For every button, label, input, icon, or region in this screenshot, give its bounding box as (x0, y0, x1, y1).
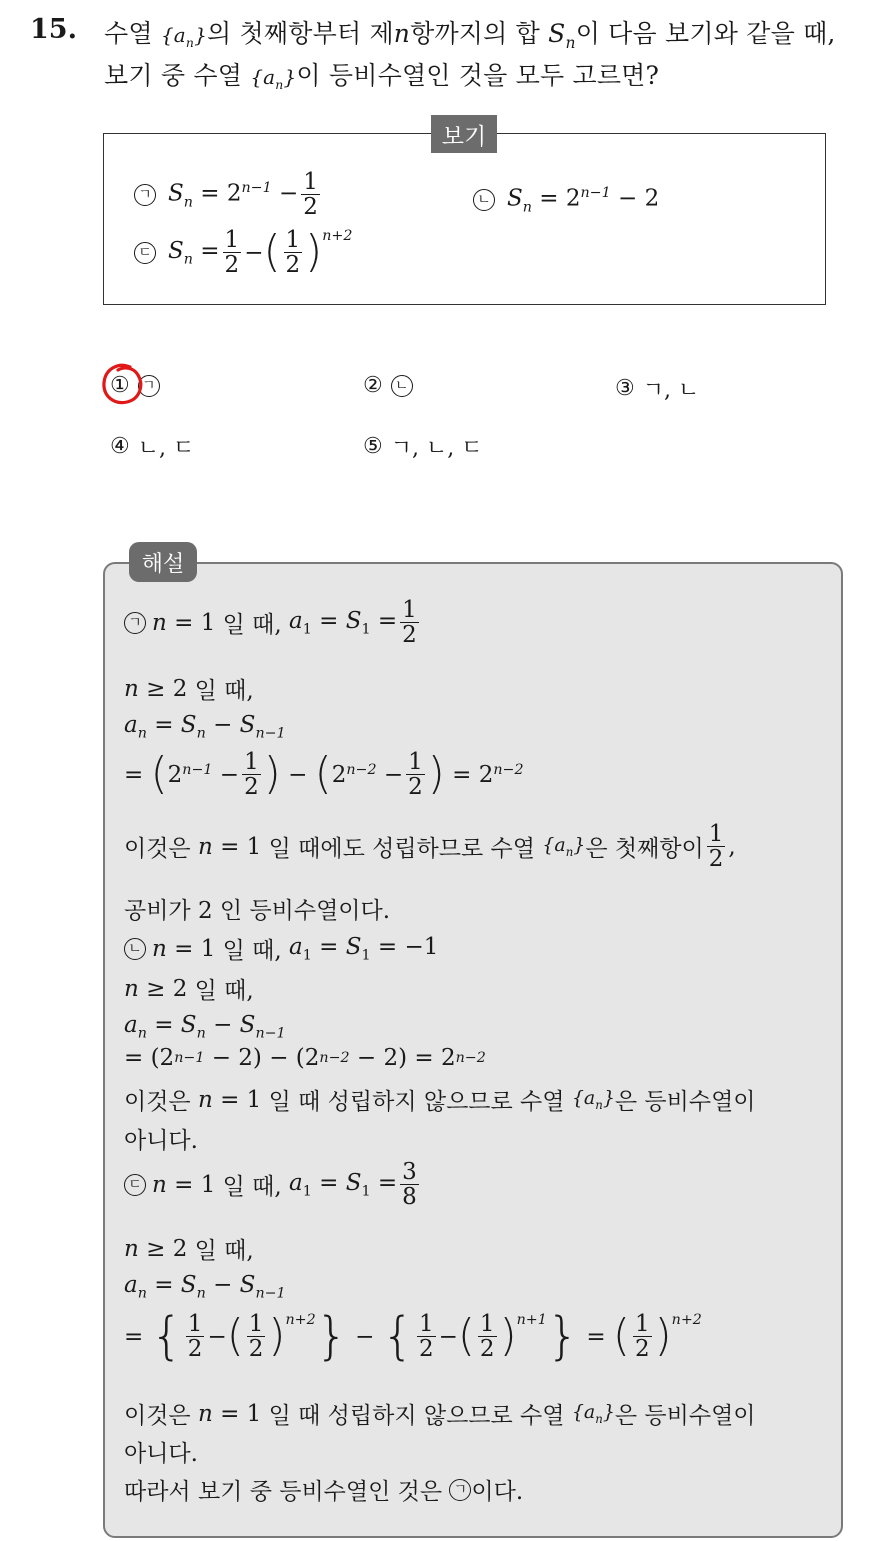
circled-digeut-icon: ㄷ (124, 1174, 146, 1196)
choice-number: ② (363, 373, 383, 398)
sol-b-line-4: = (2 n−1 − 2) − (2 n−2 − 2) = 2 n−2 (124, 1045, 486, 1071)
sol-a-line-1: ㄱ n = 1 일 때, $a_1 = S_1$ = $\frac{1}{2}$ (124, 598, 422, 647)
circled-digeut-icon: ㄷ (134, 242, 156, 264)
choice-2[interactable] (363, 373, 419, 398)
sol-a-line-4: = ( 2 $^{n-1}$ − $\frac{1}{2}$ ) − ( 2 $^{n-2}$ − $\frac{1}{2}$ ) = 2 $^{n-2}$ (124, 748, 524, 801)
circled-nieun-icon: ㄴ (391, 375, 413, 397)
selected-answer-mark-icon (100, 361, 146, 407)
sol-a-line-6: 공비가 2 인 등비수열이다. (124, 898, 391, 924)
choice-3[interactable] (615, 373, 699, 404)
question-number: 15. (30, 14, 77, 45)
sol-a-line-2: n ≥ 2 일 때, (124, 675, 254, 704)
sol-b-line-3: $a_n = S_n - S_{n-1}$ (124, 1012, 286, 1042)
sol-c-line-5: 이것은 n = 1 일 때 성립하지 않으므로 수열 $\{a_n\}$ 은 등비수열이 (124, 1400, 756, 1429)
circled-nieun-icon: ㄴ (124, 938, 146, 960)
choice-answer: ㄱ, ㄴ, ㄷ (390, 436, 483, 461)
choice-number: ⑤ (363, 434, 383, 459)
choice-4[interactable] (110, 431, 194, 462)
sol-a-line-5: 이것은 n = 1 일 때에도 성립하므로 수열 $\{a_n\}$ 은 첫째항이 $\frac{1}{2}$ , (124, 821, 736, 873)
sol-c-line-3: $a_n = S_n - S_{n-1}$ (124, 1272, 286, 1302)
bogi-item-b: ㄴ $S_n = 2^{n-1} - 2$ (473, 185, 659, 215)
sol-c-line-6: 아니다. (124, 1441, 198, 1467)
choice-number: ③ (615, 376, 635, 401)
choice-number: ④ (110, 434, 130, 459)
choice-answer: ㄴ, ㄷ (137, 436, 195, 461)
sol-c-line-4: = { $\frac{1}{2}$ − ( $\frac{1}{2}$ ) $^{n+2}$ } − { $\frac{1}{2}$ − ( $\frac{1}{2}$ ) $^{n+1}$ } = ( $\frac{1}{2}$ ) $^{n+2}$ (124, 1306, 702, 1366)
sol-b-line-6: 아니다. (124, 1128, 198, 1154)
sol-conclusion: 따라서 보기 중 등비수열인 것은 ㄱ 이다. (124, 1479, 524, 1505)
sol-a-line-3: $a_n = S_n - S_{n-1}$ (124, 712, 286, 742)
choice-number: ① (110, 373, 130, 398)
circled-giyeok-icon: ㄱ (134, 184, 156, 206)
sol-c-line-1: ㄷ n = 1 일 때, $a_1 = S_1$ = $\frac{3}{8}$ (124, 1160, 422, 1209)
bogi-item-a: ㄱ $S_n = 2^{n-1}$ − $\frac{1}{2}$ (134, 170, 323, 219)
bogi-tag: 보기 (431, 115, 497, 153)
sol-b-line-1: ㄴ n = 1 일 때, $a_1 = S_1 = -1$ (124, 932, 438, 965)
sol-c-line-2: n ≥ 2 일 때, (124, 1235, 254, 1264)
question-line-1: 수열 $\{a_n\}$의 첫째항부터 제n항까지의 합 $S_n$이 다음 보기와 같을 때, (104, 19, 836, 52)
bogi-item-c: ㄷ $S_n$ = $\frac{1}{2}$ − ( $\frac{1}{2}$ ) $^{n+2}$ (134, 228, 352, 277)
circled-giyeok-icon: ㄱ (449, 1479, 471, 1501)
circled-nieun-icon: ㄴ (473, 189, 495, 211)
solution-tag: 해설 (129, 542, 197, 582)
choice-5[interactable] (363, 431, 482, 462)
circled-giyeok-icon: ㄱ (138, 375, 160, 397)
sol-b-line-2: n ≥ 2 일 때, (124, 975, 254, 1004)
choice-answer: ㄱ, ㄴ (642, 378, 700, 403)
circled-giyeok-icon: ㄱ (124, 612, 146, 634)
question-line-2: 보기 중 수열 $\{a_n\}$이 등비수열인 것을 모두 고르면? (104, 61, 660, 92)
sol-b-line-5: 이것은 n = 1 일 때 성립하지 않으므로 수열 $\{a_n\}$ 은 등비수열이 (124, 1086, 756, 1115)
